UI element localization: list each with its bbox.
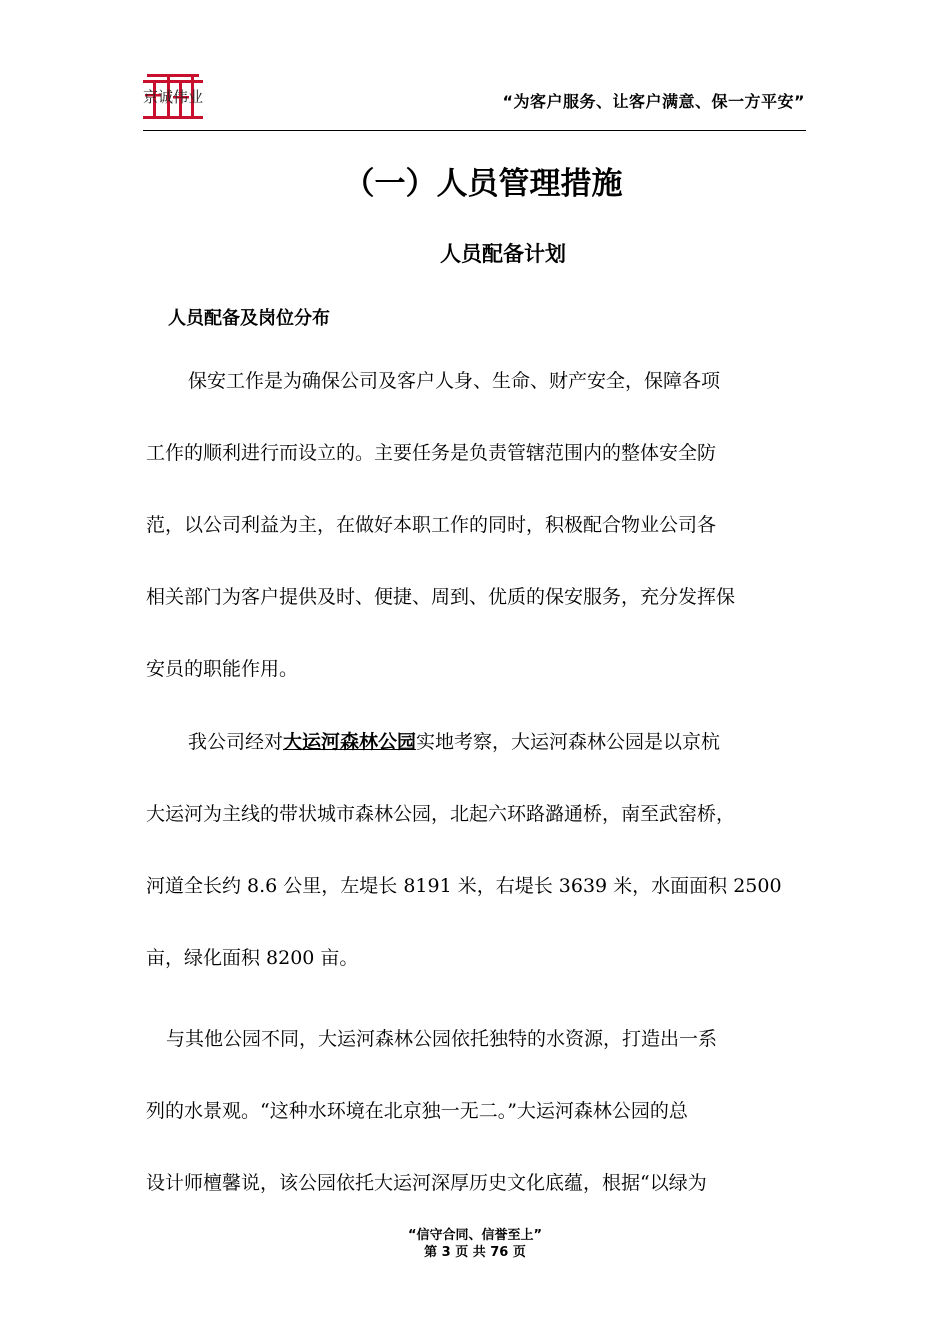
- company-logo: [143, 72, 203, 120]
- paragraph-line: 河道全长约 8.6 公里，左堤长 8191 米，右堤长 3639 米，水面面积 2500: [146, 875, 782, 897]
- paragraph-line: 相关部门为客户提供及时、便捷、周到、优质的保安服务，充分发挥保: [146, 586, 736, 608]
- paragraph-line: 设计师檀馨说，该公园依托大运河深厚历史文化底蕴，根据“以绿为: [146, 1172, 707, 1194]
- paragraph-line: 亩，绿化面积 8200 亩。: [146, 947, 359, 969]
- header-slogan: “为客户服务、让客户满意、保一方平安”: [502, 92, 805, 111]
- paragraph-line: 与其他公园不同，大运河森林公园依托独特的水资源，打造出一系: [166, 1028, 718, 1050]
- park-name-highlight: 大运河森林公园: [283, 731, 417, 753]
- header-divider: [143, 130, 806, 131]
- paragraph-suffix: 实地考察，大运河森林公园是以京杭: [416, 731, 721, 753]
- page-number: 第 3 页 共 76 页: [424, 1245, 526, 1260]
- paragraph-line: 工作的顺利进行而设立的。主要任务是负责管辖范围内的整体安全防: [146, 442, 717, 464]
- page-subtitle: 人员配备计划: [440, 242, 566, 266]
- paragraph-prefix: 我公司经对: [188, 731, 284, 753]
- paragraph-line: [146, 706, 810, 778]
- section-heading: 人员配备及岗位分布: [168, 308, 330, 329]
- paragraph-line: 列的水景观。“这种水环境在北京独一无二。”大运河森林公园的总: [146, 1100, 688, 1122]
- footer-motto: “信守合同、信誉至上”: [407, 1228, 543, 1243]
- paragraph-park-survey: [146, 706, 810, 994]
- paragraph-line: 大运河为主线的带状城市森林公园，北起六环路潞通桥，南至武窑桥，: [146, 803, 736, 825]
- paragraph-line: 范，以公司利益为主，在做好本职工作的同时，积极配合物业公司各: [146, 514, 717, 536]
- paragraph-line: 安员的职能作用。: [146, 658, 299, 680]
- paragraph-line: 保安工作是为确保公司及客户人身、生命、财产安全，保障各项: [188, 370, 721, 392]
- paragraph-security-duties: [146, 345, 810, 705]
- page-title: （一）人员管理措施: [343, 166, 623, 202]
- paragraph-water-landscape: [146, 1003, 810, 1219]
- logo-text: 京诚伟业: [143, 88, 204, 106]
